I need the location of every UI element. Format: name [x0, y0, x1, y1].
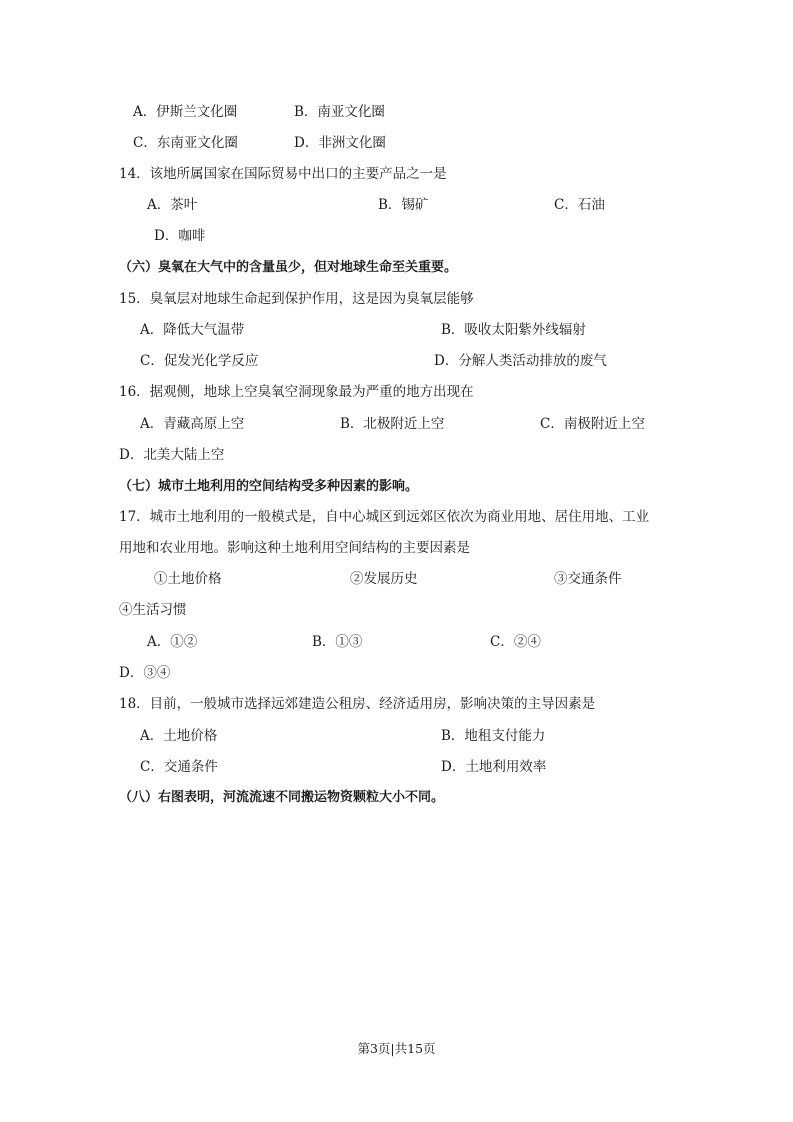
- text-line: ①土地价格: [154, 571, 222, 587]
- text-line: B．南亚文化圈: [294, 104, 385, 120]
- section-heading: （六）臭氧在大气中的含量虽少，但对地球生命至关重要。: [119, 260, 458, 275]
- text-line: C．②④: [490, 634, 541, 650]
- text-line: B．地租支付能力: [441, 728, 546, 744]
- text-line: A．降低大气温带: [140, 322, 245, 338]
- text-line: 用地和农业用地。影响这种土地利用空间结构的主要因素是: [119, 540, 470, 556]
- text-line: D．非洲文化圈: [294, 135, 386, 151]
- text-line: D．③④: [119, 665, 171, 681]
- text-line: ④生活习惯: [119, 602, 187, 618]
- text-line: C．东南亚文化圈: [133, 135, 238, 151]
- text-line: B．①③: [312, 634, 363, 650]
- text-line: B．锡矿: [378, 197, 429, 213]
- text-line: 17．城市土地利用的一般模式是，自中心城区到远郊区依次为商业用地、居住用地、工业: [119, 509, 650, 525]
- text-line: C．石油: [554, 197, 605, 213]
- page-footer: 第3页|共15页: [357, 1041, 436, 1056]
- text-line: C．促发光化学反应: [140, 353, 259, 369]
- text-line: D．北美大陆上空: [119, 447, 225, 463]
- text-line: 18．目前，一般城市选择远郊建造公租房、经济适用房，影响决策的主导因素是: [119, 696, 596, 712]
- text-line: C．交通条件: [140, 759, 218, 775]
- text-line: B．吸收太阳紫外线辐射: [441, 322, 586, 338]
- text-line: D．咖啡: [154, 228, 206, 244]
- text-line: ②发展历史: [350, 571, 418, 587]
- text-line: A．①②: [147, 634, 198, 650]
- text-line: A．茶叶: [147, 197, 198, 213]
- text-line: D．分解人类活动排放的废气: [434, 353, 607, 369]
- section-heading: （七）城市土地利用的空间结构受多种因素的影响。: [119, 479, 419, 494]
- text-line: 16．据观侧，地球上空臭氧空洞现象最为严重的地方出现在: [119, 384, 474, 400]
- text-line: C．南极附近上空: [540, 416, 645, 432]
- text-line: A．伊斯兰文化圈: [133, 104, 238, 120]
- text-line: 14．该地所属国家在国际贸易中出口的主要产品之一是: [119, 166, 447, 182]
- text-line: A．土地价格: [140, 728, 218, 744]
- section-heading: （八）右图表明，河流流速不同搬运物资颗粒大小不同。: [119, 790, 445, 805]
- text-line: B．北极附近上空: [340, 416, 445, 432]
- text-line: A．青藏高原上空: [140, 416, 245, 432]
- text-line: ③交通条件: [554, 571, 622, 587]
- text-line: 15．臭氧层对地球生命起到保护作用，这是因为臭氧层能够: [119, 291, 474, 307]
- text-line: D．土地利用效率: [441, 759, 547, 775]
